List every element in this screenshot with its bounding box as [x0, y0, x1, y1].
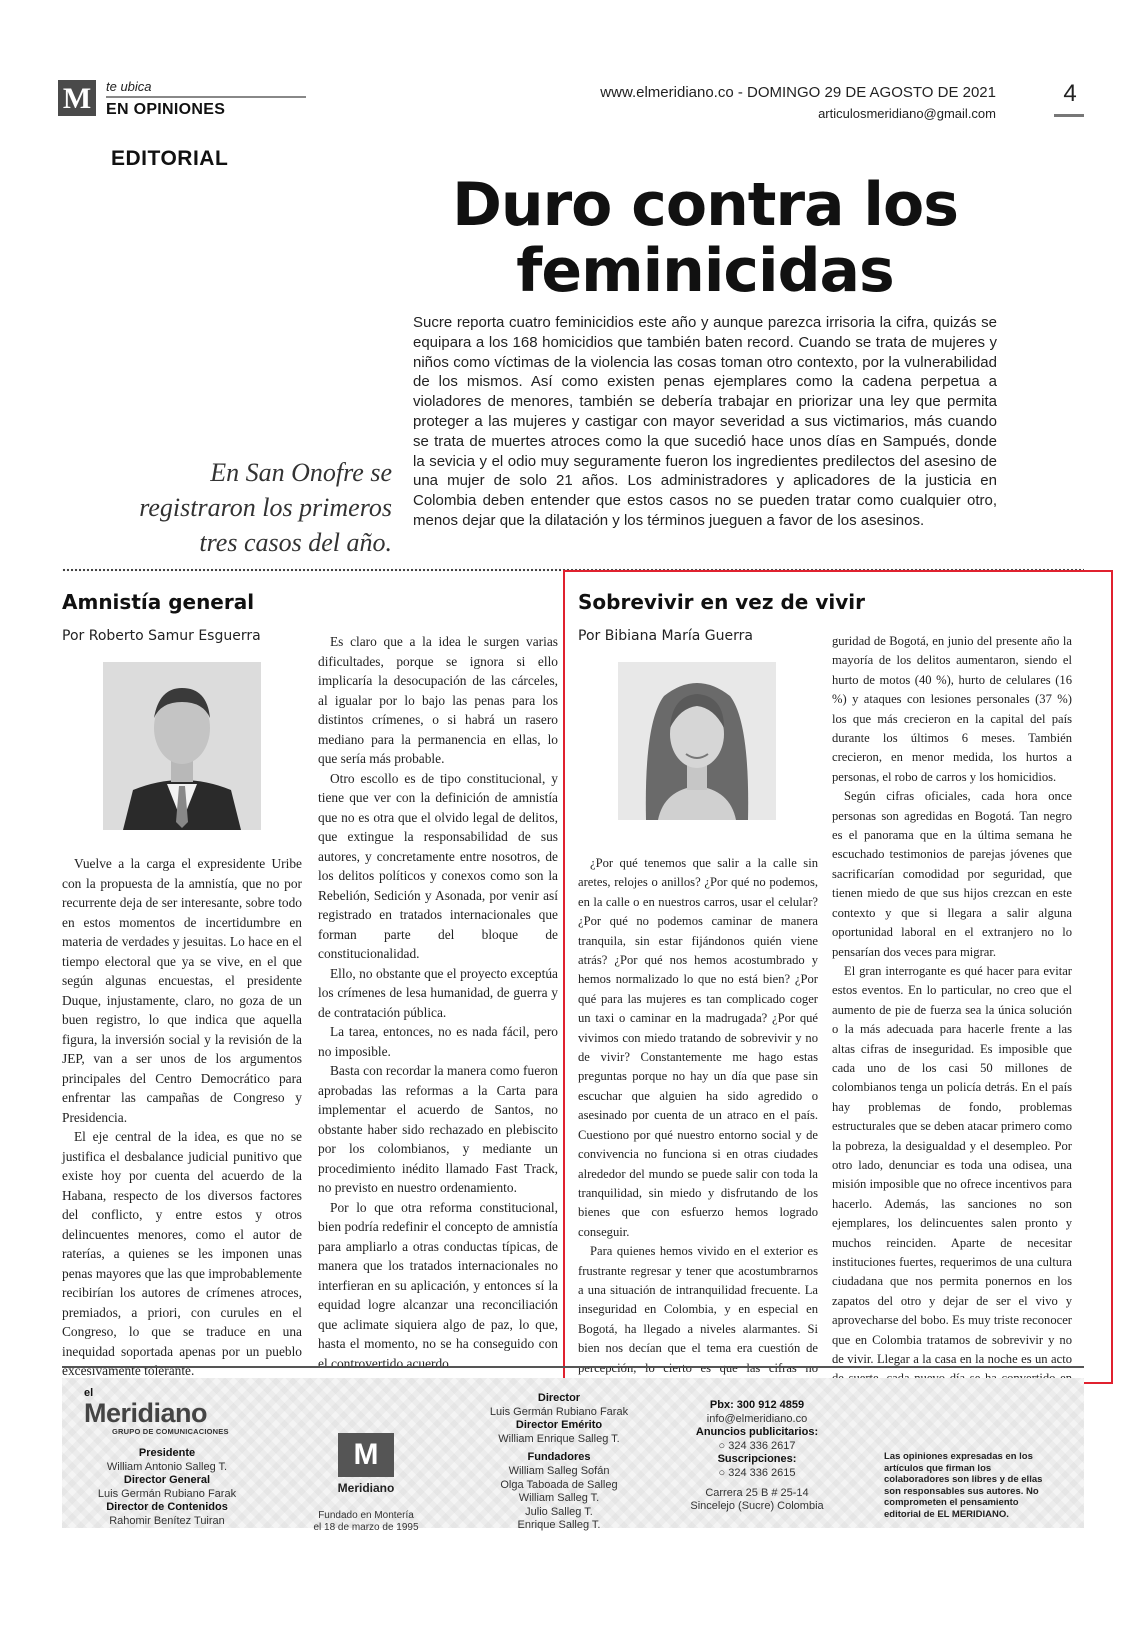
section-tag-rule: [106, 96, 306, 98]
footer-contact: [672, 1399, 842, 1514]
footer-brand: [84, 1388, 229, 1436]
fundador: Enrique Salleg T.: [517, 1519, 601, 1532]
anuncios-phone: 324 336 2617: [728, 1439, 796, 1452]
pullquote-line-2: registraron los primeros: [139, 493, 392, 522]
author-photo-bibiana: [618, 662, 776, 820]
center-logo-mark: M: [353, 1438, 379, 1471]
paragraph: Para quienes hemos vivido en el exterior es frustrante regresar y tener que acostumbrarnos a una situación de intranquilidad frecuente. La inseguridad en Colombia, y en especial en Bogotá, ha llegado a niveles alarmantes. Si bien nos decían que el tema era cuestión de percepción, lo cierto es que las cifras no: [578, 1244, 818, 1375]
contact-email: articulosmeridiano@gmail.com: [818, 106, 996, 121]
fundador: Olga Taboada de Salleg: [500, 1478, 618, 1491]
article1-column-2: [318, 632, 558, 1373]
address-line-2: Sincelejo (Sucre) Colombia: [690, 1500, 824, 1513]
founded-line-1: Fundado en Montería: [318, 1510, 414, 1521]
headline-line-2: feminicidas: [516, 236, 894, 306]
editorial-lead: Sucre reporta cuatro feminicidios este año y aunque parezca irrisoria la cifra, quizás se equipara a los 168 homicidios que también baten record. Cuando se trata de mujeres y niños como víctimas de la violencia las cosas toman otro contexto, por la vulnerabilidad de los mismos. Así como existen penas ejemplares como la cadena perpetua a violadores de menores, también se debería trabajar en priorizar una ley que permita proteger a las mujeres y castigar con mayor severidad a sus victimarios, más cuando se trata de muertes atroces como la que sucedió hace unos días en Sampués, donde la sevicia y el odio muy seguramente fueron los ingredientes predilectos del asesino de una mujer de solo 21 años. Los administradores y aplicadores de la justicia en Colombia deben entender que estos casos no se pueden tratar como cualquier otro, menos dejar que la dilatación y los términos jueguen a favor de los asesinos.: [413, 314, 997, 529]
anuncios-label: Anuncios publicitarios:: [695, 1426, 819, 1439]
paragraph: Es claro que a la idea le surgen varias dificultades, porque se ignora si ello implicaría la desocupación de las cárceles, al igualar por lo bajo las penas para los distintos crímenes, o si habrá un rasero mediano para la permanencia en ellas, lo que sería más probable.: [318, 634, 558, 766]
article2-column-1: [578, 854, 818, 1397]
whatsapp-icon: ○: [718, 1466, 726, 1479]
paragraph: Por lo que otra reforma constitucional, bien podría redefinir el concepto de amnistía para ampliarlo a otras conductas típicas, de manera que los tratados internacionales no interfieran en su aplicación, y entonces sí la equidad logre alcanzar una reconciliación que aclimate siquiera algo de paz, lo que, hasta el momento, no se ha conseguido con el controvertido acuerdo.: [318, 1199, 558, 1371]
footer-directors: [474, 1392, 644, 1533]
director-contenidos-name: Rahomir Benítez Tuiran: [109, 1514, 225, 1527]
headline-line-1: Duro contra los: [452, 170, 958, 240]
director-emerito-name: William Enrique Salleg T.: [498, 1432, 620, 1445]
paragraph: Basta con recordar la manera como fueron aprobadas las reformas a la Carta para implementar el acuerdo de Santos, no obstante haber sido rechazado en plebiscito por los colombianos, y mediante un procedimiento inédito llamado Fast Track, no previsto en nuestro ordenamiento.: [318, 1063, 558, 1195]
bottom-rule: [62, 1366, 1084, 1368]
fundador: William Salleg Sofán: [508, 1464, 610, 1477]
brand-el: el: [84, 1387, 94, 1399]
article1-title: Amnistía general: [62, 590, 255, 614]
article2-column-2: [832, 632, 1072, 1408]
brand-subtitle: GRUPO DE COMUNICACIONES: [112, 1427, 229, 1436]
paragraph: Otro escollo es de tipo constitucional, y tiene que ver con la definición de amnistía que no es otra que el olvido legal de delitos, que extingue la responsabilidad de sus autores, y concretamente entre nosotros, de los delitos políticos y conexos como son la Rebelión, Sedición y Asonada, por venir así registrado en tratados internacionales que forman parte del bloque de constitucionalidad.: [318, 770, 558, 961]
director-general-label: Director General: [123, 1474, 211, 1487]
pbx: Pbx: 300 912 4859: [709, 1399, 805, 1411]
footer-center-logo: [338, 1433, 394, 1477]
address-line-1: Carrera 25 B # 25-14: [705, 1486, 809, 1499]
author-photo-roberto: [103, 662, 261, 830]
paragraph: La tarea, entonces, no es nada fácil, pero no imposible.: [318, 1024, 558, 1059]
article2-byline: Por Bibiana María Guerra: [578, 628, 753, 644]
whatsapp-icon: ○: [718, 1439, 726, 1452]
paragraph: El eje central de la idea, es que no se justifica el desbalance judicial punitivo que existe hoy por cuenta del acuerdo de la Habana, respecto de los diversos factores del conflicto, y entre estos y otros delincuentes menores, como el autor de raterías, a quienes se les imponen unas penas mayores que las que improbablemente recibirían los autores de crímenes atroces, premiados, a priori, con curules en el Congreso, lo que se traduce en una inequidad soportada apenas por un pueblo excesivamente tolerante.: [62, 1129, 302, 1378]
pullquote: [120, 455, 392, 560]
article1-column-1: [62, 854, 302, 1381]
page-number-rule: [1054, 114, 1084, 117]
paragraph: ¿Por qué tenemos que salir a la calle sin aretes, relojes o anillos? ¿Por qué no podemos, en la calle o en nuestros carros, usar el celular? ¿Por qué no podemos caminar de manera tranquila, sin estar fijándonos quién viene atrás? ¿Por qué nos hemos acostumbrado y hemos normalizado lo que no está bien? ¿Por qué para las mujeres es tan complicado coger un taxi o caminar en la madrugada? ¿Por qué vivimos con miedo tratando de sobrevivir y no de vivir? Constantemente me hago estas preguntas porque no hay un día que pase sin escuchar que alguien ha sido agredido o asesinado por cuenta de un atraco en el país. Cuestiono por qué nuestro entorno social y de convivencia no funciona si en otras ciudades alrededor del mundo se puede salir con toda la tranquilidad, sin miedo y disfrutando de los bienes que con esfuerzo hemos logrado conseguir.: [578, 856, 818, 1239]
presidente-name: William Antonio Salleg T.: [106, 1460, 228, 1473]
suscripciones-phone: 324 336 2615: [728, 1466, 796, 1479]
fundador: Julio Salleg T.: [525, 1505, 593, 1518]
presidente-label: Presidente: [138, 1447, 196, 1459]
newspaper-logo: M: [58, 80, 96, 116]
info-email: info@elmeridiano.co: [706, 1412, 808, 1425]
paragraph: guridad de Bogotá, en junio del presente año la mayoría de los delitos aumentaron, siendo el hurto de motos (40 %), hurto de celulares (16 %) y ataques con lesiones personales (37 %) los que más crecieron en la capital del país durante los últimos 6 meses. También crecieron, en menor medida, los hurtos a personas, el robo de carros y los homicidios.: [832, 634, 1072, 784]
director-label: Director: [537, 1392, 581, 1404]
section-tag-small: te ubica: [106, 79, 152, 94]
director-name: Luis Germán Rubiano Farak: [489, 1405, 629, 1418]
suscripciones-label: Suscripciones:: [717, 1453, 797, 1466]
dateline: www.elmeridiano.co - DOMINGO 29 DE AGOSTO DE 2021: [600, 84, 996, 101]
pullquote-line-3: tres casos del año.: [199, 528, 392, 557]
fundadores-label: Fundadores: [527, 1451, 591, 1464]
founded-line-2: el 18 de marzo de 1995: [313, 1522, 419, 1533]
footer-disclaimer: Las opiniones expresadas en los artículos que firman los colaboradores son libres y de ellas son responsables sus autores. No comprometen el pensamiento editorial de EL MERIDIANO.: [884, 1451, 1043, 1520]
section-tag: [106, 80, 306, 119]
paragraph: Ello, no obstante que el proyecto exceptúa los crímenes de lesa humanidad, de guerra y de contratación pública.: [318, 965, 558, 1020]
brand-name: Meridiano: [84, 1398, 208, 1428]
director-contenidos-label: Director de Contenidos: [106, 1501, 228, 1514]
paragraph: Según cifras oficiales, cada hora once personas son agredidas en Bogotá. Tan negro es el panorama que en la última semana he escuchado testimonios de parejas jóvenes que sacrificarían comodidad por seguridad, que tienen miedo de que sus hijos crezcan en este contexto y que si llegara a salir alguna oportunidad laboral en el extranjero no lo pensarían dos veces para migrar.: [832, 789, 1072, 959]
director-emerito-label: Director Emérito: [515, 1419, 603, 1432]
page-number: 4: [1063, 80, 1077, 107]
founded-info: [296, 1510, 436, 1534]
director-general-name: Luis Germán Rubiano Farak: [97, 1487, 237, 1500]
editorial-label: EDITORIAL: [111, 147, 229, 170]
article1-byline: Por Roberto Samur Esguerra: [62, 628, 261, 644]
paragraph: El gran interrogante es qué hacer para evitar estos eventos. En lo particular, no creo que el aumento de pie de fuerza sea la única solución o la más adecuada para hacerle frente a las altas cifras de inseguridad. Es imposible que cada uno de los casi 50 millones de colombianos tenga un policía detrás. En el país hay problemas de fondo, problemas estructurales que se deben atacar primero como la pobreza, la desigualdad y el desempleo. Por otro lado, denunciar es toda una odisea, una misión imposible que no ofrece incentivos para hacerlo. Además, las sanciones no son ejemplares, los delincuentes salen pronto y muchos reinciden. Aparte de necesitar instituciones fuertes, requerimos de una cultura ciudadana que nos permita ponernos en los zapatos del otro y dejar de ser el vivo y aprovecharse del bobo. Es muy triste reconocer que en Colombia tratamos de sobrevivir y no de vivir. Llegar a la casa en la noche es un acto: [832, 963, 1072, 1367]
center-logo-name: Meridiano: [337, 1481, 395, 1495]
article2-title: Sobrevivir en vez de vivir: [578, 590, 865, 614]
section-tag-name: EN OPINIONES: [106, 101, 226, 118]
paragraph: Vuelve a la carga el expresidente Uribe con la propuesta de la amnistía, que no por recurrente deja de ser interesante, sobre todo en estos momentos de incertidumbre en materia de verdades y jesuitas. Lo hace en el tiempo electoral que ya se vive, en el que según algunas encuestas, el presidente Duque, injustamente, claro, no goza de un buen registro, lo que indica que aquella figura, la inversión social y la revisión de la JEP, van a ser unos de los argumentos principales del Centro Democrático para enfrentar las campañas de Congreso y Presidencia.: [62, 856, 302, 1125]
editorial-headline: [395, 172, 1015, 304]
fundador: William Salleg T.: [518, 1492, 600, 1505]
pullquote-line-1: En San Onofre se: [210, 458, 392, 487]
footer-executives: [72, 1447, 262, 1529]
